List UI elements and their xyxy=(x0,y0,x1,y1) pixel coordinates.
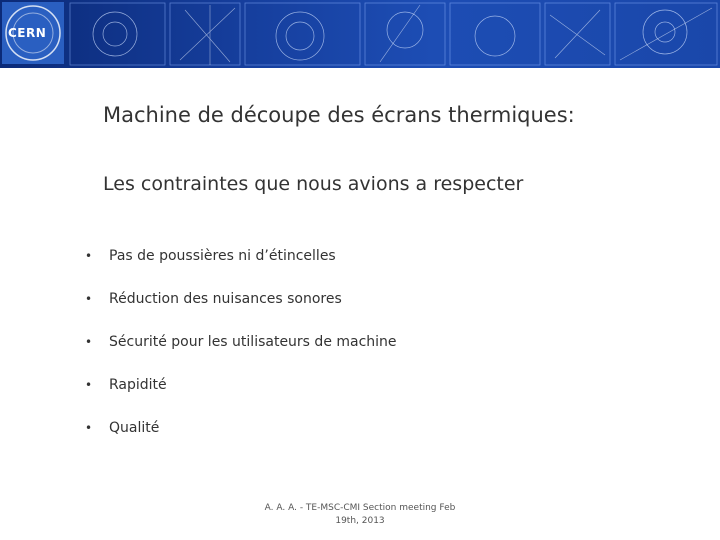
header-banner xyxy=(0,0,720,68)
list-item xyxy=(85,420,397,463)
footer-line-2: 19th, 2013 xyxy=(335,516,385,526)
list-item-text: Pas de poussières ni d’étincelles xyxy=(109,248,336,264)
bullet-icon: • xyxy=(85,292,93,306)
list-item-text: Rapidité xyxy=(109,377,167,393)
bullet-icon: • xyxy=(85,249,93,263)
particle-collage-image xyxy=(0,0,720,68)
list-item-text: Sécurité pour les utilisateurs de machine xyxy=(109,334,397,350)
list-item xyxy=(85,377,397,420)
bullet-icon: • xyxy=(85,421,93,435)
bullet-icon: • xyxy=(85,378,93,392)
list-item xyxy=(85,334,397,377)
slide-footer xyxy=(248,502,472,528)
cern-logo xyxy=(2,2,64,64)
footer-line-1: A. A. A. - TE-MSC-CMI Section meeting Feb xyxy=(264,503,456,513)
list-item-text: Qualité xyxy=(109,420,160,436)
list-item xyxy=(85,248,397,291)
list-item xyxy=(85,291,397,334)
slide-subtitle: Les contraintes que nous avions a respecter xyxy=(103,173,524,195)
list-item-text: Réduction des nuisances sonores xyxy=(109,291,342,307)
cern-logo-text: CERN xyxy=(8,26,47,40)
constraints-list xyxy=(85,248,397,463)
slide-title: Machine de découpe des écrans thermiques: xyxy=(103,103,575,127)
bullet-icon: • xyxy=(85,335,93,349)
